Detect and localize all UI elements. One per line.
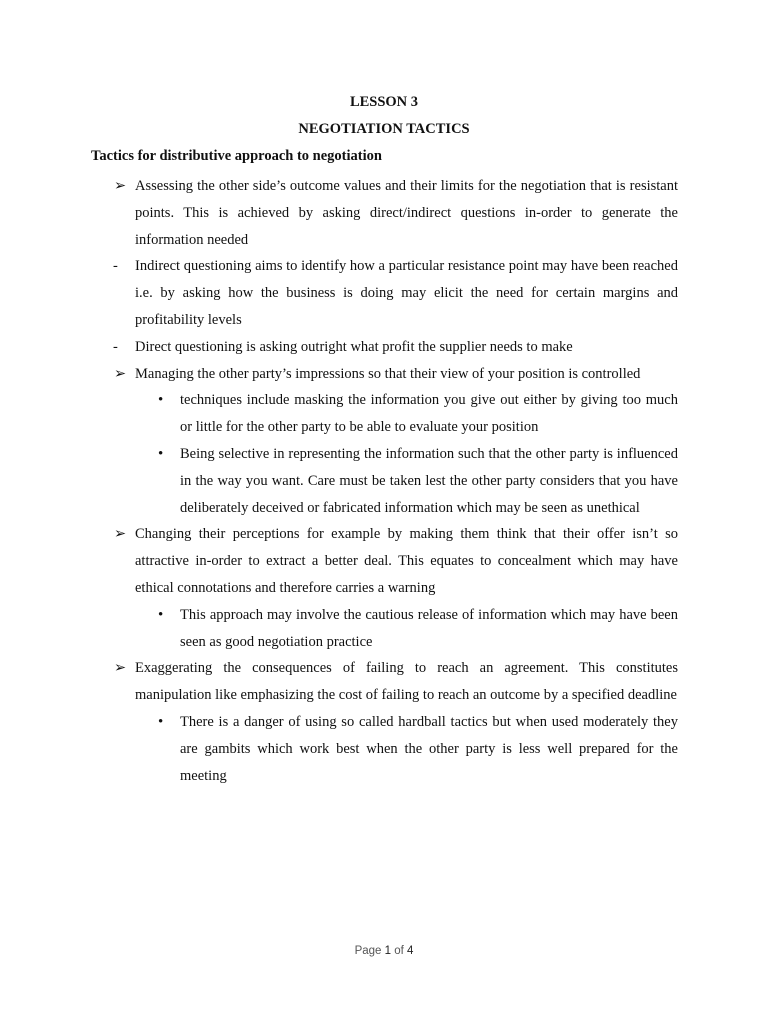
list-item-text: Changing their perceptions for example by making them think that their offer isn’t so attractive in-order to extract a better deal. This equates to concealment which may have ethical connotations and therefore carries a warning [135, 526, 678, 596]
of-word: of [394, 945, 404, 957]
list-item-text: Assessing the other side’s outcome values and their limits for the negotiation that is resistant points. This is achieved by asking direct/indirect questions in-order to generate the information needed [135, 178, 678, 248]
page-footer [0, 945, 768, 957]
list-item [113, 334, 678, 361]
lesson-title: NEGOTIATION TACTICS [298, 121, 470, 137]
list-item-text: This approach may involve the cautious release of information which may have been seen as good negotiation practice [180, 606, 678, 650]
list-item [158, 602, 678, 656]
list-item-text: Direct questioning is asking outright what profit the supplier needs to make [135, 338, 573, 355]
dot-bullet-icon: • [158, 392, 164, 409]
list-item [114, 173, 678, 253]
list-item [114, 655, 678, 709]
list-item-text: techniques include masking the information you give out either by giving too much or little for the other party to be able to evaluate your position [180, 392, 678, 436]
lesson-label: LESSON 3 [349, 94, 419, 110]
list-item-text: There is a danger of using so called hardball tactics but when used moderately they are gambits which work best when the other party is less well prepared for the meeting [180, 713, 678, 784]
dash-bullet-icon: - [113, 258, 118, 275]
dash-bullet-icon: - [113, 338, 118, 355]
list-item-text: Indirect questioning aims to identify how a particular resistance point may have been reached i.e. by asking how the business is doing may elicit the need for certain margins and profitability levels [135, 258, 678, 328]
total-pages-number: 4 [407, 945, 414, 957]
list-item [158, 387, 678, 441]
current-page-number: 1 [384, 945, 392, 957]
arrow-bullet-icon: ➢ [114, 178, 127, 194]
list-item [113, 253, 678, 333]
dot-bullet-icon: • [158, 606, 164, 623]
list-item [158, 709, 678, 789]
list-item [158, 441, 678, 521]
dot-bullet-icon: • [158, 445, 164, 462]
list-item-text: Managing the other party’s impressions so that their view of your position is controlled [135, 365, 641, 382]
list-item-text: Exaggerating the consequences of failing to reach an agreement. This constitutes manipulation like emphasizing the cost of failing to reach an outcome by a specified deadline [135, 660, 678, 704]
arrow-bullet-icon: ➢ [114, 365, 127, 382]
list-item-text: Being selective in representing the information such that the other party is influenced in the way you want. Care must be taken lest the other party considers that you have deliberately deceived or fabricated information which may be seen as unethical [180, 445, 678, 516]
list-item [114, 361, 678, 388]
arrow-bullet-icon: ➢ [114, 660, 127, 677]
arrow-bullet-icon: ➢ [114, 526, 127, 543]
tactics-list [0, 173, 768, 789]
list-item [114, 521, 678, 601]
dot-bullet-icon: • [158, 713, 164, 730]
page-word: Page [354, 945, 382, 957]
section-heading: Tactics for distributive approach to negotiation [91, 148, 382, 164]
